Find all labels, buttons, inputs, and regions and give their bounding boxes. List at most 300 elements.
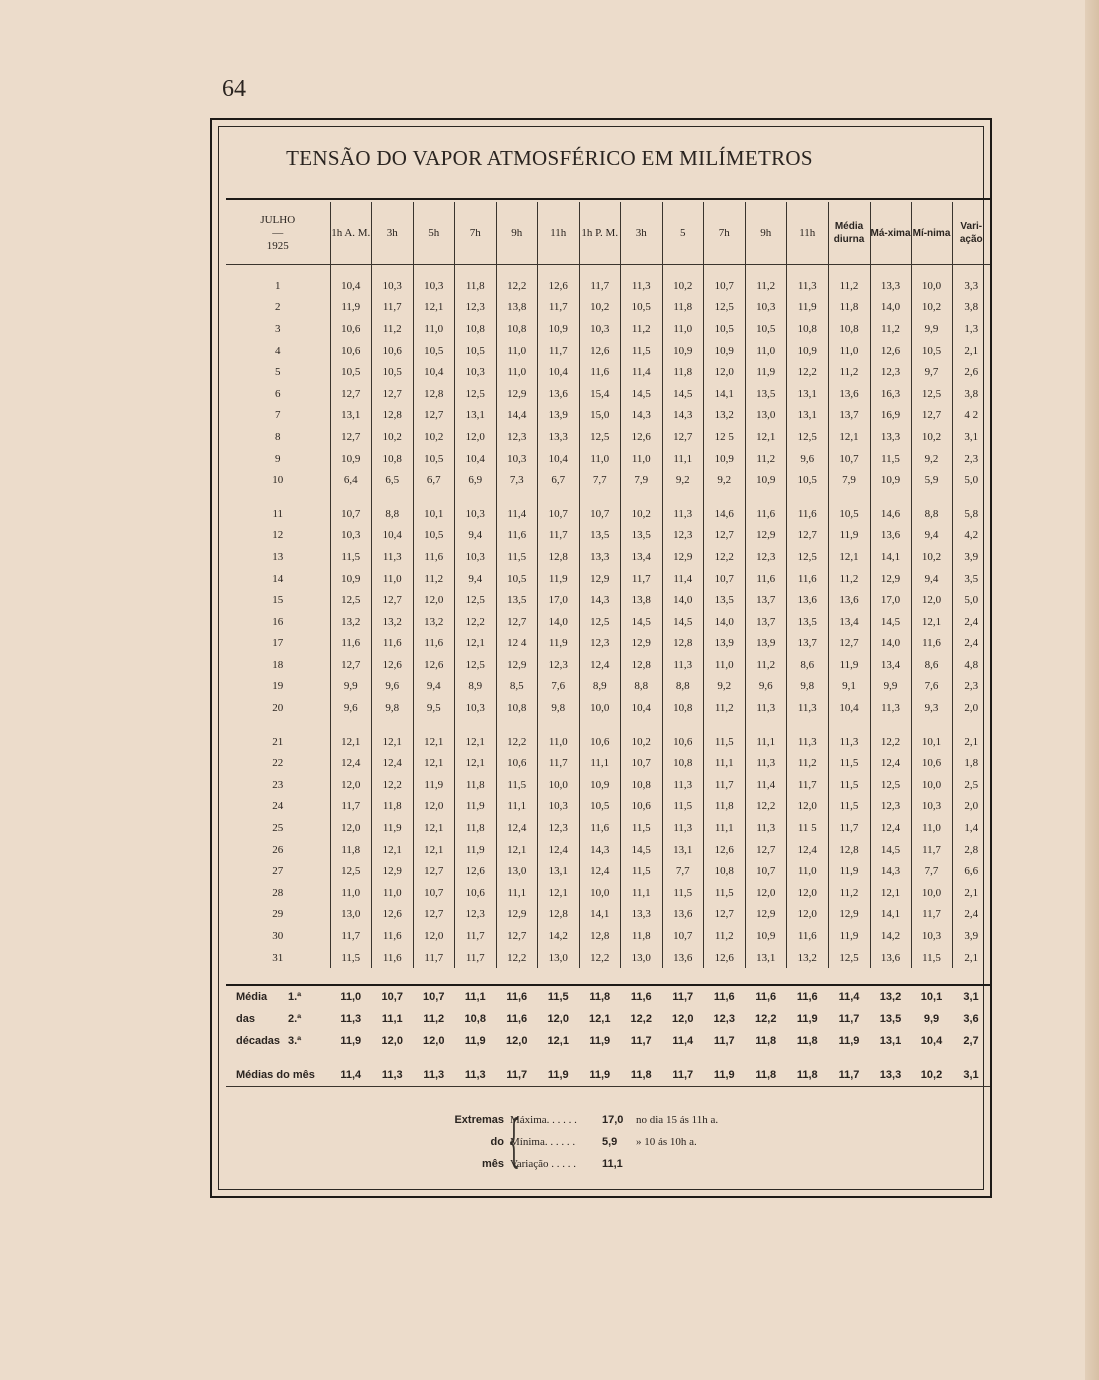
gap-cell (372, 719, 414, 731)
value-cell: 11,0 (828, 340, 870, 362)
value-cell: 10,5 (621, 297, 663, 319)
decade-mean-value: 11,6 (796, 991, 818, 1003)
value-cell: 10,4 (621, 697, 663, 719)
value-cell: 11,0 (413, 318, 455, 340)
day-cell: 3 (226, 318, 330, 340)
decade-label-cell (226, 986, 330, 1008)
summary-gap (226, 1052, 990, 1064)
value-cell: 14,0 (538, 611, 580, 633)
gap-cell (579, 719, 621, 731)
value-cell: 9,8 (372, 697, 414, 719)
value-cell: 14,3 (870, 860, 911, 882)
value-cell: 12,0 (330, 774, 372, 796)
summary-table (226, 986, 990, 1086)
value-cell: 12,5 (579, 611, 621, 633)
page-number: 64 (222, 76, 246, 102)
value-cell: 12,7 (662, 426, 704, 448)
value-cell: 12,2 (745, 796, 787, 818)
value-cell: 11,7 (330, 925, 372, 947)
value-cell: 10,3 (911, 925, 952, 947)
value-cell: 10,8 (455, 318, 497, 340)
gap-cell (413, 719, 455, 731)
month-dash: — (272, 226, 284, 239)
table-row (226, 731, 990, 753)
extremes-var (510, 1158, 636, 1170)
value-cell: 11,0 (662, 318, 704, 340)
value-cell: 11,8 (828, 297, 870, 319)
table-row (226, 925, 990, 947)
value-cell: 10,8 (704, 860, 746, 882)
value-cell: 11,5 (911, 947, 952, 969)
value-cell: 11,2 (621, 318, 663, 340)
pad-cell (455, 265, 497, 276)
value-cell: 12,5 (579, 426, 621, 448)
value-cell: 2,1 (964, 951, 979, 964)
decade-mean-value: 11,6 (506, 991, 528, 1003)
value-cell: 2,5 (964, 778, 979, 791)
table-row (226, 275, 990, 297)
gap-cell (226, 719, 330, 731)
value-cell: 10,6 (496, 752, 538, 774)
decade-mean-value: 12,0 (381, 1035, 403, 1047)
table-row (226, 426, 990, 448)
value-cell: 13,1 (330, 405, 372, 427)
value-cell: 10,2 (413, 426, 455, 448)
column-header: 5 (662, 202, 704, 265)
value-cell: 10,4 (538, 448, 580, 470)
value-cell: 2,6 (964, 366, 979, 379)
value-cell: 11,5 (621, 340, 663, 362)
value-cell: 8,6 (787, 654, 829, 676)
value-cell: 16,3 (870, 383, 911, 405)
value-cell: 15,0 (579, 405, 621, 427)
value-cell: 10,3 (455, 546, 497, 568)
value-cell: 12,8 (372, 405, 414, 427)
column-header: 1h A. M. (330, 202, 372, 265)
decade-mean-value: 11,7 (672, 991, 694, 1003)
value-cell: 10,0 (911, 275, 952, 297)
value-cell: 2,8 (964, 843, 979, 856)
value-cell: 14,1 (704, 383, 746, 405)
min-value: 5,9 (602, 1136, 618, 1148)
value-cell: 14,3 (579, 839, 621, 861)
value-cell: 13,6 (662, 904, 704, 926)
value-cell: 11,8 (330, 839, 372, 861)
value-cell: 11,6 (330, 633, 372, 655)
value-cell: 8,8 (911, 503, 952, 525)
gap-cell (952, 491, 990, 503)
value-cell: 7,9 (621, 469, 663, 491)
value-cell: 8,8 (372, 503, 414, 525)
value-cell: 12,3 (579, 633, 621, 655)
value-cell: 10,5 (787, 469, 829, 491)
column-header: Vari-ação (952, 202, 990, 265)
table-row (226, 860, 990, 882)
value-cell: 3,9 (964, 550, 979, 563)
value-cell: 12,5 (828, 947, 870, 969)
value-cell: 10,3 (911, 796, 952, 818)
decade-mean-value: 11,5 (547, 991, 569, 1003)
value-cell: 13,3 (538, 426, 580, 448)
value-cell: 11,9 (455, 839, 497, 861)
value-cell: 9,4 (911, 568, 952, 590)
value-cell: 14,5 (662, 383, 704, 405)
decade-mean-value: 11,0 (340, 991, 362, 1003)
value-cell: 10,2 (621, 731, 663, 753)
table-row (226, 817, 990, 839)
decade-mean-value: 13,2 (879, 991, 902, 1003)
gap-cell (226, 491, 330, 503)
value-cell: 12,0 (455, 426, 497, 448)
value-cell: 11,6 (787, 568, 829, 590)
top-pad-row (226, 265, 990, 276)
value-cell: 9,6 (787, 448, 829, 470)
value-cell: 11,0 (787, 860, 829, 882)
value-cell: 7,7 (662, 860, 704, 882)
value-cell: 13,6 (662, 947, 704, 969)
gap-cell (911, 719, 952, 731)
value-cell: 12,1 (455, 752, 497, 774)
value-cell: 10,2 (579, 297, 621, 319)
min-name: Mínima. . . . . . (510, 1136, 576, 1148)
gap-cell (621, 491, 663, 503)
value-cell: 12,0 (413, 925, 455, 947)
value-cell: 13,6 (828, 383, 870, 405)
value-cell: 10,3 (538, 796, 580, 818)
decade-gap (226, 491, 990, 503)
month-mean-value: 11,3 (464, 1069, 486, 1081)
month-mean-value: 11,8 (796, 1069, 818, 1081)
day-cell: 10 (226, 469, 330, 491)
value-cell: 12,9 (662, 546, 704, 568)
value-cell: 11,0 (745, 340, 787, 362)
table-row (226, 503, 990, 525)
value-cell: 11,0 (496, 340, 538, 362)
value-cell: 13,3 (621, 904, 663, 926)
decade-mean-value: 11,9 (796, 1013, 818, 1025)
value-cell: 10,3 (372, 275, 414, 297)
value-cell: 12,4 (870, 817, 911, 839)
value-cell: 10,0 (911, 882, 952, 904)
value-cell: 11,3 (870, 697, 911, 719)
decade-mean-value: 12,3 (713, 1013, 735, 1025)
value-cell: 12,6 (621, 426, 663, 448)
value-cell: 10,6 (455, 882, 497, 904)
value-cell: 3,5 (964, 572, 979, 585)
value-cell: 9,6 (372, 676, 414, 698)
table-row (226, 405, 990, 427)
value-cell: 12,9 (745, 904, 787, 926)
month-mean-value: 11,7 (506, 1069, 528, 1081)
extremes-max (510, 1114, 718, 1126)
value-cell: 14,2 (538, 925, 580, 947)
value-cell: 10,7 (413, 882, 455, 904)
var-value: 11,1 (602, 1158, 623, 1170)
value-cell: 12,4 (579, 860, 621, 882)
value-cell: 11,7 (911, 839, 952, 861)
decade-mean-value: 12,0 (506, 1035, 528, 1047)
value-cell: 13,0 (745, 405, 787, 427)
table-body (226, 265, 990, 969)
decade-mean-value: 10,7 (423, 991, 445, 1003)
value-cell: 10,9 (330, 448, 372, 470)
value-cell: 13,4 (828, 611, 870, 633)
value-cell: 11,8 (621, 925, 663, 947)
table-row (226, 676, 990, 698)
value-cell: 10,8 (372, 448, 414, 470)
value-cell: 14,1 (579, 904, 621, 926)
gap-cell (413, 491, 455, 503)
decade-mean-value: 3,6 (963, 1013, 979, 1025)
value-cell: 12 5 (704, 426, 746, 448)
value-cell: 13,9 (745, 633, 787, 655)
value-cell: 10,4 (330, 275, 372, 297)
pad-cell (538, 265, 580, 276)
value-cell: 12,5 (455, 654, 497, 676)
value-cell: 12,9 (496, 383, 538, 405)
decade-mean-value: 11,1 (381, 1013, 403, 1025)
value-cell: 10,2 (621, 503, 663, 525)
pad-cell (952, 265, 990, 276)
value-cell: 12,9 (496, 904, 538, 926)
value-cell: 12,8 (413, 383, 455, 405)
column-header: 5h (413, 202, 455, 265)
value-cell: 10,5 (579, 796, 621, 818)
value-cell: 9,4 (455, 525, 497, 547)
decade-mean-value: 12,0 (672, 1013, 694, 1025)
gap-cell (496, 491, 538, 503)
value-cell: 10,7 (330, 503, 372, 525)
day-cell: 1 (226, 275, 330, 297)
value-cell: 13,1 (662, 839, 704, 861)
decade-mean-value: 11,4 (838, 991, 860, 1003)
value-cell: 12,7 (372, 589, 414, 611)
table-row (226, 697, 990, 719)
gap-cell (538, 491, 580, 503)
value-cell: 12,2 (787, 361, 829, 383)
pad-cell (745, 265, 787, 276)
value-cell: 5,8 (964, 507, 979, 520)
value-cell: 12,8 (538, 546, 580, 568)
value-cell: 10,7 (745, 860, 787, 882)
value-cell: 10,0 (538, 774, 580, 796)
value-cell: 9,1 (828, 676, 870, 698)
value-cell: 11,6 (372, 633, 414, 655)
value-cell: 12,2 (455, 611, 497, 633)
table-row (226, 568, 990, 590)
table-row (226, 297, 990, 319)
value-cell: 11,6 (413, 633, 455, 655)
value-cell: 13,1 (455, 405, 497, 427)
value-cell: 10,0 (911, 774, 952, 796)
decade-mean-value: 11,6 (755, 991, 777, 1003)
pad-cell (828, 265, 870, 276)
value-cell: 11,5 (662, 882, 704, 904)
value-cell: 10,9 (704, 448, 746, 470)
value-cell: 13,5 (787, 611, 829, 633)
value-cell: 11,3 (662, 774, 704, 796)
value-cell: 12,5 (704, 297, 746, 319)
value-cell: 11,6 (372, 947, 414, 969)
value-cell: 10,8 (662, 752, 704, 774)
value-cell: 10,4 (828, 697, 870, 719)
value-cell: 14,5 (870, 611, 911, 633)
column-header: Má-xima (870, 202, 911, 265)
decade-mean-value: 11,9 (464, 1035, 486, 1047)
value-cell: 12,6 (413, 654, 455, 676)
value-cell: 10,2 (372, 426, 414, 448)
value-cell: 10,9 (662, 340, 704, 362)
decade-mean-value: 11,3 (340, 1013, 362, 1025)
decade-mean-value: 11,7 (713, 1035, 735, 1047)
value-cell: 11,5 (621, 817, 663, 839)
value-cell: 14,3 (621, 405, 663, 427)
summary-body (226, 986, 990, 1086)
value-cell: 12,1 (870, 882, 911, 904)
gap-cell (911, 491, 952, 503)
value-cell: 8,5 (496, 676, 538, 698)
value-cell: 10,9 (704, 340, 746, 362)
value-cell: 12,6 (372, 654, 414, 676)
value-cell: 10,4 (455, 448, 497, 470)
value-cell: 14,6 (870, 503, 911, 525)
pad-cell (704, 265, 746, 276)
value-cell: 12,0 (787, 904, 829, 926)
pad-cell (496, 265, 538, 276)
gap-cell (496, 719, 538, 731)
value-cell: 11,6 (911, 633, 952, 655)
value-cell: 2,4 (964, 615, 979, 628)
max-note: no dia 15 ás 11h a. (636, 1114, 719, 1126)
value-cell: 12,3 (745, 546, 787, 568)
value-cell: 14,6 (704, 503, 746, 525)
value-cell: 13,5 (704, 589, 746, 611)
decade-mean-row (226, 1030, 990, 1052)
pad-cell (579, 265, 621, 276)
value-cell: 12,7 (330, 383, 372, 405)
value-cell: 11,7 (704, 774, 746, 796)
pad-cell (787, 265, 829, 276)
page-edge (1085, 0, 1099, 1380)
value-cell: 2,1 (964, 735, 979, 748)
value-cell: 10,2 (662, 275, 704, 297)
value-cell: 12,2 (496, 731, 538, 753)
value-cell: 11,7 (455, 925, 497, 947)
month-mean-value: 11,8 (630, 1069, 652, 1081)
value-cell: 11,6 (745, 568, 787, 590)
value-cell: 11,5 (704, 731, 746, 753)
value-cell: 5,0 (964, 594, 979, 607)
value-cell: 10,6 (330, 340, 372, 362)
gap-cell (330, 491, 372, 503)
gap-cell (704, 719, 746, 731)
value-cell: 11,3 (621, 275, 663, 297)
value-cell: 11,9 (372, 817, 414, 839)
value-cell: 11,4 (662, 568, 704, 590)
day-cell: 12 (226, 525, 330, 547)
value-cell: 12,2 (496, 947, 538, 969)
value-cell: 10,5 (704, 318, 746, 340)
value-cell: 1,3 (964, 322, 979, 335)
value-cell: 13,0 (621, 947, 663, 969)
value-cell: 9,6 (745, 676, 787, 698)
day-cell: 25 (226, 817, 330, 839)
value-cell: 12,9 (621, 633, 663, 655)
value-cell: 12,1 (413, 839, 455, 861)
value-cell: 9,7 (911, 361, 952, 383)
value-cell: 12 4 (496, 633, 538, 655)
decade-mean-value: 10,4 (920, 1035, 943, 1047)
value-cell: 11 5 (787, 817, 829, 839)
gap-cell (870, 719, 911, 731)
value-cell: 12,5 (911, 383, 952, 405)
value-cell: 11,2 (745, 654, 787, 676)
value-cell: 12,6 (704, 839, 746, 861)
decade-mean-value: 13,1 (879, 1035, 902, 1047)
value-cell: 10,5 (496, 568, 538, 590)
value-cell: 14,5 (662, 611, 704, 633)
value-cell: 12,1 (538, 882, 580, 904)
value-cell: 11,2 (787, 752, 829, 774)
value-cell: 10,2 (911, 546, 952, 568)
value-cell: 13,8 (496, 297, 538, 319)
value-cell: 11,9 (413, 774, 455, 796)
year-label: 1925 (266, 239, 289, 252)
value-cell: 12,1 (455, 633, 497, 655)
decade-mean-value: 10,1 (920, 991, 943, 1003)
value-cell: 12,7 (496, 611, 538, 633)
value-cell: 3,8 (964, 387, 979, 400)
value-cell: 13,3 (870, 426, 911, 448)
value-cell: 12,1 (745, 426, 787, 448)
month-mean-value: 11,7 (672, 1069, 694, 1081)
gap-cell (952, 719, 990, 731)
value-cell: 12,7 (745, 839, 787, 861)
value-cell: 12,9 (496, 654, 538, 676)
value-cell: 11,2 (870, 318, 911, 340)
value-cell: 13,7 (787, 633, 829, 655)
decade-ordinal: 3.ª (288, 1035, 302, 1047)
month-mean-value: 11,4 (340, 1069, 362, 1081)
value-cell: 13,1 (787, 383, 829, 405)
value-cell: 12,7 (413, 904, 455, 926)
value-cell: 11,8 (455, 275, 497, 297)
value-cell: 10,9 (870, 469, 911, 491)
value-cell: 10,9 (745, 469, 787, 491)
decade-mean-row (226, 986, 990, 1008)
pad-cell (662, 265, 704, 276)
value-cell: 12,7 (330, 654, 372, 676)
decade-mean-value: 10,7 (381, 991, 403, 1003)
value-cell: 12,9 (828, 904, 870, 926)
month-mean-value: 11,3 (423, 1069, 445, 1081)
day-cell: 5 (226, 361, 330, 383)
value-cell: 10,6 (372, 340, 414, 362)
value-cell: 11,7 (538, 525, 580, 547)
value-cell: 6,5 (372, 469, 414, 491)
value-cell: 12,1 (455, 731, 497, 753)
value-cell: 13,1 (745, 947, 787, 969)
gap-cell (787, 491, 829, 503)
decade-mean-value: 12,1 (547, 1035, 569, 1047)
value-cell: 11,6 (745, 503, 787, 525)
value-cell: 10,9 (745, 925, 787, 947)
value-cell: 11,7 (538, 340, 580, 362)
table-row (226, 469, 990, 491)
month-mean-value: 11,3 (381, 1069, 403, 1081)
value-cell: 10,5 (413, 448, 455, 470)
value-cell: 13,6 (870, 525, 911, 547)
